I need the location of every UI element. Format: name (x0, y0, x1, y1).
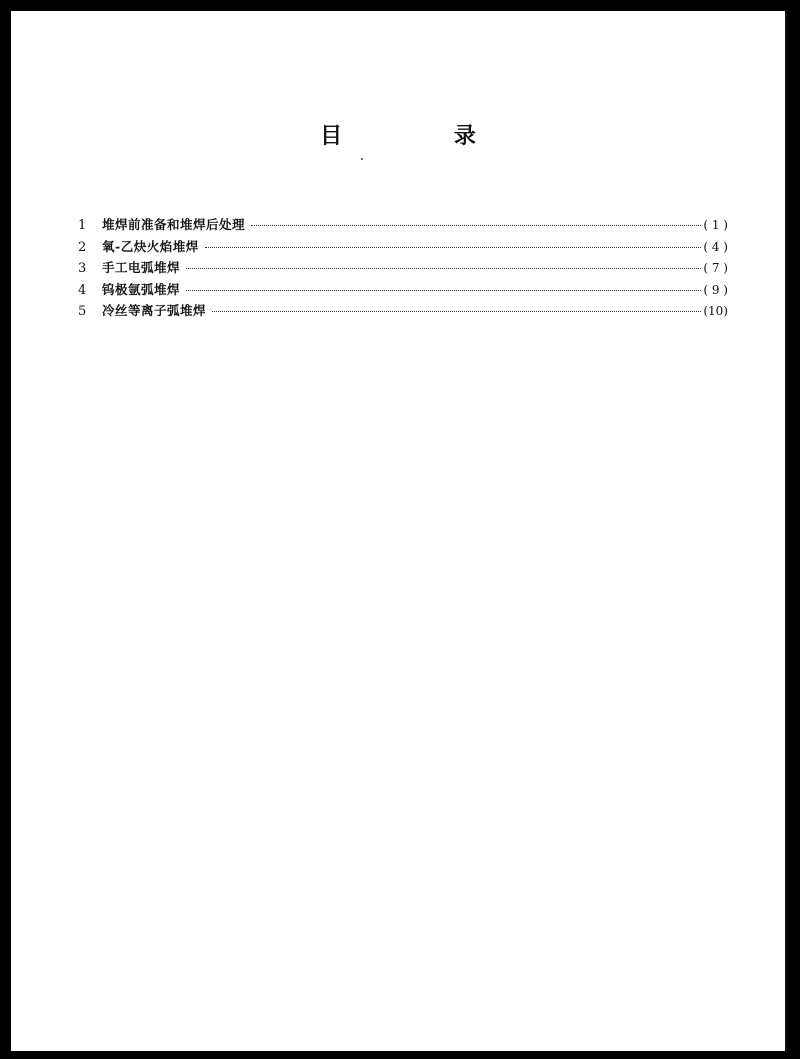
toc-entry[interactable] (78, 257, 728, 279)
toc-entry[interactable] (78, 279, 728, 301)
toc-entry-title: 钨极氩弧堆焊 (102, 281, 181, 297)
toc-entry-number: 3 (78, 261, 87, 276)
speck-mark (361, 158, 363, 160)
toc-entry[interactable] (78, 236, 728, 258)
toc-entry-number: 2 (78, 239, 87, 255)
toc-entry-number: 1 (78, 218, 87, 233)
toc-entry-title: 堆焊前准备和堆焊后处理 (102, 217, 246, 232)
toc-entry[interactable] (78, 300, 728, 322)
toc-entry-title: 氧-乙炔火焰堆焊 (102, 238, 199, 254)
dot-leader (186, 268, 701, 269)
document-page (11, 11, 787, 1051)
table-of-contents (78, 214, 728, 322)
dot-leader (186, 290, 701, 291)
page-title: 目 录 (320, 124, 528, 149)
toc-entry-page: ( 1 ) (703, 218, 728, 232)
toc-entry-number: 4 (78, 282, 87, 298)
toc-entry-page: ( 7 ) (703, 261, 728, 275)
dot-leader (212, 311, 701, 312)
toc-entry-page: ( 9 ) (703, 282, 728, 297)
dot-leader (251, 225, 701, 226)
toc-entry-title: 手工电弧堆焊 (102, 260, 181, 275)
toc-entry-page: ( 4 ) (703, 239, 728, 254)
toc-entry-page: (10) (703, 304, 728, 318)
toc-entry[interactable] (78, 214, 728, 236)
toc-entry-title: 冷丝等离子弧堆焊 (102, 303, 207, 318)
dot-leader (205, 247, 702, 248)
toc-entry-number: 5 (78, 304, 87, 319)
